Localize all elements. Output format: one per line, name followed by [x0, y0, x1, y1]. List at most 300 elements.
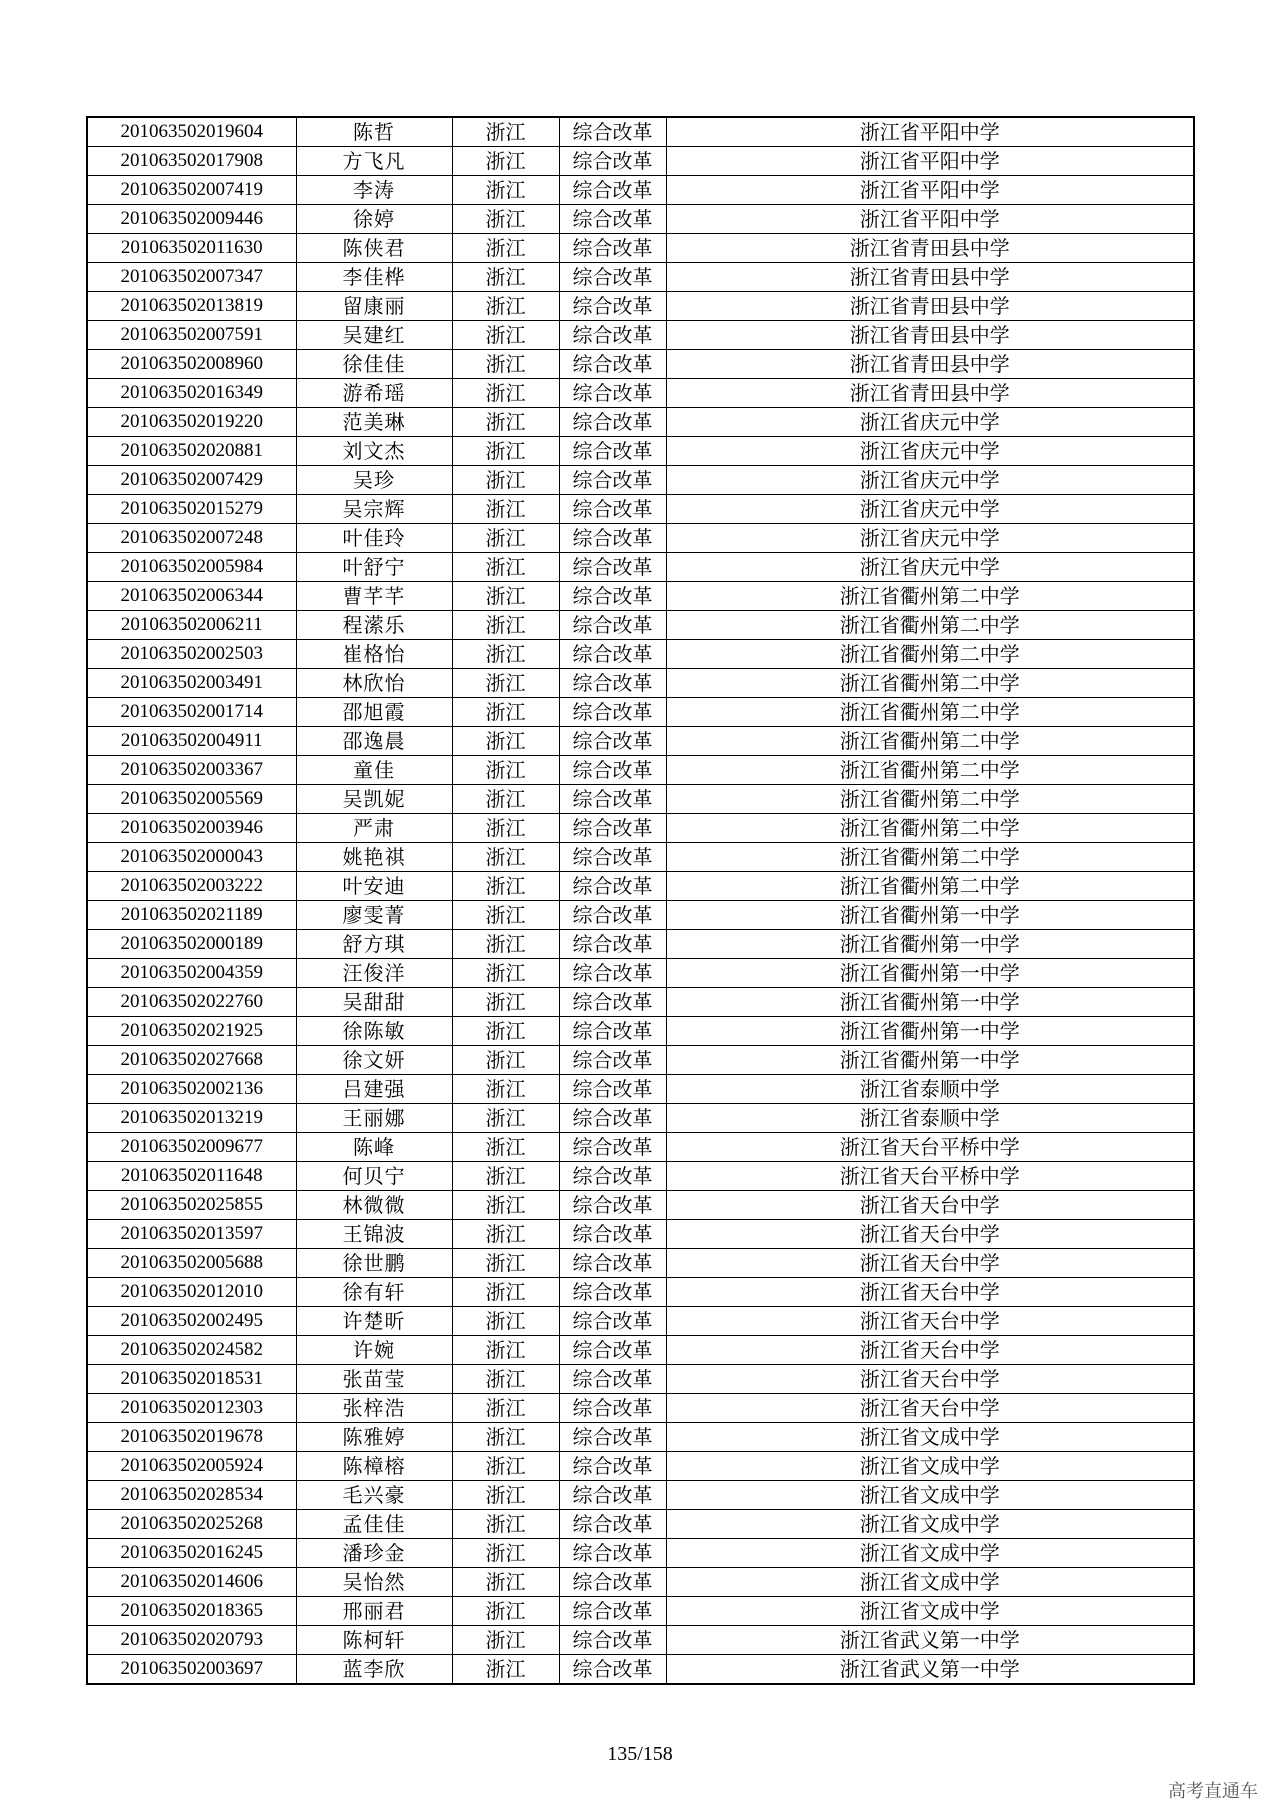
student-name-cell: 陈侠君 [296, 234, 452, 263]
province-cell: 浙江 [452, 234, 559, 263]
program-type-cell: 综合改革 [559, 205, 666, 234]
province-cell: 浙江 [452, 437, 559, 466]
province-cell: 浙江 [452, 1510, 559, 1539]
student-name-cell: 叶舒宁 [296, 553, 452, 582]
school-cell: 浙江省天台中学 [666, 1220, 1194, 1249]
school-cell: 浙江省青田县中学 [666, 292, 1194, 321]
exam-id-cell: 201063502008960 [87, 350, 296, 379]
student-name-cell: 邢丽君 [296, 1597, 452, 1626]
province-cell: 浙江 [452, 640, 559, 669]
province-cell: 浙江 [452, 1452, 559, 1481]
program-type-cell: 综合改革 [559, 756, 666, 785]
program-type-cell: 综合改革 [559, 1597, 666, 1626]
table-row [87, 901, 1194, 930]
school-cell: 浙江省衢州第一中学 [666, 901, 1194, 930]
exam-id-cell: 201063502006211 [87, 611, 296, 640]
exam-id-cell: 201063502012303 [87, 1394, 296, 1423]
exam-id-cell: 201063502005688 [87, 1249, 296, 1278]
program-type-cell: 综合改革 [559, 379, 666, 408]
student-name-cell: 徐有轩 [296, 1278, 452, 1307]
province-cell: 浙江 [452, 321, 559, 350]
program-type-cell: 综合改革 [559, 1249, 666, 1278]
school-cell: 浙江省衢州第一中学 [666, 1046, 1194, 1075]
program-type-cell: 综合改革 [559, 466, 666, 495]
student-name-cell: 叶安迪 [296, 872, 452, 901]
student-name-cell: 张梓浩 [296, 1394, 452, 1423]
province-cell: 浙江 [452, 1046, 559, 1075]
table-row [87, 117, 1194, 147]
exam-id-cell: 201063502018365 [87, 1597, 296, 1626]
exam-id-cell: 201063502004911 [87, 727, 296, 756]
exam-id-cell: 201063502011630 [87, 234, 296, 263]
table-row [87, 495, 1194, 524]
exam-id-cell: 201063502007347 [87, 263, 296, 292]
program-type-cell: 综合改革 [559, 1452, 666, 1481]
program-type-cell: 综合改革 [559, 988, 666, 1017]
exam-id-cell: 201063502000189 [87, 930, 296, 959]
province-cell: 浙江 [452, 1133, 559, 1162]
student-name-cell: 吴怡然 [296, 1568, 452, 1597]
exam-id-cell: 201063502000043 [87, 843, 296, 872]
program-type-cell: 综合改革 [559, 1626, 666, 1655]
student-name-cell: 范美琳 [296, 408, 452, 437]
student-name-cell: 吴宗辉 [296, 495, 452, 524]
program-type-cell: 综合改革 [559, 901, 666, 930]
exam-id-cell: 201063502025268 [87, 1510, 296, 1539]
student-name-cell: 姚艳祺 [296, 843, 452, 872]
table-row [87, 263, 1194, 292]
exam-id-cell: 201063502006344 [87, 582, 296, 611]
program-type-cell: 综合改革 [559, 1191, 666, 1220]
program-type-cell: 综合改革 [559, 872, 666, 901]
province-cell: 浙江 [452, 1075, 559, 1104]
table-row [87, 379, 1194, 408]
school-cell: 浙江省衢州第二中学 [666, 843, 1194, 872]
student-name-cell: 邵旭霞 [296, 698, 452, 727]
exam-id-cell: 201063502014606 [87, 1568, 296, 1597]
roster-table-body [87, 117, 1194, 1684]
program-type-cell: 综合改革 [559, 553, 666, 582]
program-type-cell: 综合改革 [559, 727, 666, 756]
table-row [87, 408, 1194, 437]
exam-id-cell: 201063502019678 [87, 1423, 296, 1452]
table-row [87, 524, 1194, 553]
program-type-cell: 综合改革 [559, 1307, 666, 1336]
student-name-cell: 廖雯菁 [296, 901, 452, 930]
school-cell: 浙江省庆元中学 [666, 408, 1194, 437]
province-cell: 浙江 [452, 1423, 559, 1452]
student-name-cell: 林微微 [296, 1191, 452, 1220]
school-cell: 浙江省青田县中学 [666, 263, 1194, 292]
school-cell: 浙江省文成中学 [666, 1423, 1194, 1452]
student-name-cell: 林欣怡 [296, 669, 452, 698]
table-row [87, 930, 1194, 959]
program-type-cell: 综合改革 [559, 1365, 666, 1394]
student-name-cell: 吴建红 [296, 321, 452, 350]
exam-id-cell: 201063502001714 [87, 698, 296, 727]
student-name-cell: 徐婷 [296, 205, 452, 234]
table-row [87, 698, 1194, 727]
program-type-cell: 综合改革 [559, 785, 666, 814]
school-cell: 浙江省天台中学 [666, 1278, 1194, 1307]
student-name-cell: 毛兴豪 [296, 1481, 452, 1510]
school-cell: 浙江省天台中学 [666, 1307, 1194, 1336]
program-type-cell: 综合改革 [559, 1568, 666, 1597]
exam-id-cell: 201063502017908 [87, 147, 296, 176]
table-row [87, 1655, 1194, 1685]
school-cell: 浙江省衢州第二中学 [666, 872, 1194, 901]
school-cell: 浙江省衢州第二中学 [666, 785, 1194, 814]
exam-id-cell: 201063502003946 [87, 814, 296, 843]
school-cell: 浙江省衢州第二中学 [666, 727, 1194, 756]
student-name-cell: 邵逸晨 [296, 727, 452, 756]
exam-id-cell: 201063502016349 [87, 379, 296, 408]
program-type-cell: 综合改革 [559, 117, 666, 147]
student-name-cell: 许楚昕 [296, 1307, 452, 1336]
program-type-cell: 综合改革 [559, 1510, 666, 1539]
exam-id-cell: 201063502019220 [87, 408, 296, 437]
exam-id-cell: 201063502022760 [87, 988, 296, 1017]
program-type-cell: 综合改革 [559, 1075, 666, 1104]
table-row [87, 1017, 1194, 1046]
program-type-cell: 综合改革 [559, 814, 666, 843]
school-cell: 浙江省庆元中学 [666, 524, 1194, 553]
student-name-cell: 蓝李欣 [296, 1655, 452, 1685]
province-cell: 浙江 [452, 988, 559, 1017]
student-name-cell: 李涛 [296, 176, 452, 205]
province-cell: 浙江 [452, 1539, 559, 1568]
table-row [87, 1568, 1194, 1597]
province-cell: 浙江 [452, 930, 559, 959]
school-cell: 浙江省庆元中学 [666, 553, 1194, 582]
exam-id-cell: 201063502007591 [87, 321, 296, 350]
school-cell: 浙江省文成中学 [666, 1510, 1194, 1539]
school-cell: 浙江省文成中学 [666, 1452, 1194, 1481]
program-type-cell: 综合改革 [559, 350, 666, 379]
program-type-cell: 综合改革 [559, 1394, 666, 1423]
table-row [87, 205, 1194, 234]
program-type-cell: 综合改革 [559, 611, 666, 640]
program-type-cell: 综合改革 [559, 1423, 666, 1452]
table-row [87, 640, 1194, 669]
student-name-cell: 汪俊洋 [296, 959, 452, 988]
program-type-cell: 综合改革 [559, 147, 666, 176]
school-cell: 浙江省泰顺中学 [666, 1075, 1194, 1104]
province-cell: 浙江 [452, 1104, 559, 1133]
program-type-cell: 综合改革 [559, 1017, 666, 1046]
school-cell: 浙江省文成中学 [666, 1539, 1194, 1568]
table-row [87, 437, 1194, 466]
exam-id-cell: 201063502013819 [87, 292, 296, 321]
table-row [87, 1307, 1194, 1336]
school-cell: 浙江省庆元中学 [666, 437, 1194, 466]
exam-id-cell: 201063502003367 [87, 756, 296, 785]
student-name-cell: 严肃 [296, 814, 452, 843]
table-row [87, 553, 1194, 582]
program-type-cell: 综合改革 [559, 176, 666, 205]
program-type-cell: 综合改革 [559, 1162, 666, 1191]
program-type-cell: 综合改革 [559, 437, 666, 466]
student-name-cell: 陈樟榕 [296, 1452, 452, 1481]
exam-id-cell: 201063502021925 [87, 1017, 296, 1046]
school-cell: 浙江省衢州第二中学 [666, 756, 1194, 785]
exam-id-cell: 201063502015279 [87, 495, 296, 524]
table-row [87, 1046, 1194, 1075]
student-name-cell: 吴凯妮 [296, 785, 452, 814]
province-cell: 浙江 [452, 1191, 559, 1220]
program-type-cell: 综合改革 [559, 843, 666, 872]
exam-id-cell: 201063502003222 [87, 872, 296, 901]
province-cell: 浙江 [452, 1481, 559, 1510]
exam-id-cell: 201063502012010 [87, 1278, 296, 1307]
table-row [87, 1452, 1194, 1481]
program-type-cell: 综合改革 [559, 1336, 666, 1365]
table-row [87, 1394, 1194, 1423]
school-cell: 浙江省青田县中学 [666, 321, 1194, 350]
province-cell: 浙江 [452, 350, 559, 379]
student-name-cell: 吴甜甜 [296, 988, 452, 1017]
exam-id-cell: 201063502007429 [87, 466, 296, 495]
table-row [87, 988, 1194, 1017]
province-cell: 浙江 [452, 843, 559, 872]
table-row [87, 1133, 1194, 1162]
table-row [87, 466, 1194, 495]
student-name-cell: 程潆乐 [296, 611, 452, 640]
exam-id-cell: 201063502002503 [87, 640, 296, 669]
province-cell: 浙江 [452, 611, 559, 640]
student-name-cell: 舒方琪 [296, 930, 452, 959]
province-cell: 浙江 [452, 205, 559, 234]
table-row [87, 1365, 1194, 1394]
province-cell: 浙江 [452, 117, 559, 147]
school-cell: 浙江省衢州第二中学 [666, 669, 1194, 698]
province-cell: 浙江 [452, 1249, 559, 1278]
school-cell: 浙江省天台平桥中学 [666, 1133, 1194, 1162]
program-type-cell: 综合改革 [559, 524, 666, 553]
exam-id-cell: 201063502009446 [87, 205, 296, 234]
table-row [87, 727, 1194, 756]
program-type-cell: 综合改革 [559, 408, 666, 437]
student-name-cell: 吕建强 [296, 1075, 452, 1104]
exam-id-cell: 201063502003491 [87, 669, 296, 698]
school-cell: 浙江省衢州第二中学 [666, 611, 1194, 640]
student-name-cell: 李佳桦 [296, 263, 452, 292]
province-cell: 浙江 [452, 1597, 559, 1626]
program-type-cell: 综合改革 [559, 1655, 666, 1685]
province-cell: 浙江 [452, 814, 559, 843]
table-row [87, 1626, 1194, 1655]
exam-id-cell: 201063502016245 [87, 1539, 296, 1568]
exam-id-cell: 201063502007419 [87, 176, 296, 205]
province-cell: 浙江 [452, 263, 559, 292]
student-name-cell: 徐陈敏 [296, 1017, 452, 1046]
student-name-cell: 留康丽 [296, 292, 452, 321]
table-row [87, 1539, 1194, 1568]
province-cell: 浙江 [452, 785, 559, 814]
student-name-cell: 徐世鹏 [296, 1249, 452, 1278]
student-name-cell: 王丽娜 [296, 1104, 452, 1133]
table-row [87, 1278, 1194, 1307]
student-name-cell: 陈哲 [296, 117, 452, 147]
program-type-cell: 综合改革 [559, 292, 666, 321]
school-cell: 浙江省衢州第二中学 [666, 582, 1194, 611]
province-cell: 浙江 [452, 379, 559, 408]
province-cell: 浙江 [452, 1220, 559, 1249]
school-cell: 浙江省衢州第二中学 [666, 814, 1194, 843]
province-cell: 浙江 [452, 872, 559, 901]
province-cell: 浙江 [452, 524, 559, 553]
school-cell: 浙江省平阳中学 [666, 147, 1194, 176]
province-cell: 浙江 [452, 698, 559, 727]
school-cell: 浙江省文成中学 [666, 1481, 1194, 1510]
province-cell: 浙江 [452, 1017, 559, 1046]
school-cell: 浙江省平阳中学 [666, 117, 1194, 147]
student-name-cell: 崔格怡 [296, 640, 452, 669]
province-cell: 浙江 [452, 495, 559, 524]
school-cell: 浙江省青田县中学 [666, 379, 1194, 408]
table-row [87, 1336, 1194, 1365]
table-row [87, 1249, 1194, 1278]
program-type-cell: 综合改革 [559, 495, 666, 524]
school-cell: 浙江省衢州第一中学 [666, 1017, 1194, 1046]
student-name-cell: 吴珍 [296, 466, 452, 495]
student-name-cell: 孟佳佳 [296, 1510, 452, 1539]
table-row [87, 872, 1194, 901]
school-cell: 浙江省衢州第一中学 [666, 959, 1194, 988]
exam-id-cell: 201063502021189 [87, 901, 296, 930]
province-cell: 浙江 [452, 901, 559, 930]
exam-id-cell: 201063502028534 [87, 1481, 296, 1510]
table-row [87, 611, 1194, 640]
table-row [87, 234, 1194, 263]
program-type-cell: 综合改革 [559, 1046, 666, 1075]
province-cell: 浙江 [452, 292, 559, 321]
table-row [87, 1220, 1194, 1249]
exam-id-cell: 201063502013597 [87, 1220, 296, 1249]
school-cell: 浙江省天台中学 [666, 1365, 1194, 1394]
student-name-cell: 曹芊芊 [296, 582, 452, 611]
school-cell: 浙江省平阳中学 [666, 205, 1194, 234]
province-cell: 浙江 [452, 176, 559, 205]
exam-id-cell: 201063502005569 [87, 785, 296, 814]
province-cell: 浙江 [452, 1162, 559, 1191]
exam-id-cell: 201063502003697 [87, 1655, 296, 1685]
program-type-cell: 综合改革 [559, 1133, 666, 1162]
exam-id-cell: 201063502002495 [87, 1307, 296, 1336]
student-name-cell: 王锦波 [296, 1220, 452, 1249]
table-row [87, 292, 1194, 321]
province-cell: 浙江 [452, 959, 559, 988]
exam-id-cell: 201063502025855 [87, 1191, 296, 1220]
exam-id-cell: 201063502020881 [87, 437, 296, 466]
table-row [87, 1481, 1194, 1510]
school-cell: 浙江省青田县中学 [666, 350, 1194, 379]
exam-id-cell: 201063502018531 [87, 1365, 296, 1394]
province-cell: 浙江 [452, 727, 559, 756]
table-row [87, 785, 1194, 814]
student-name-cell: 陈雅婷 [296, 1423, 452, 1452]
school-cell: 浙江省天台中学 [666, 1191, 1194, 1220]
student-name-cell: 何贝宁 [296, 1162, 452, 1191]
student-name-cell: 童佳 [296, 756, 452, 785]
province-cell: 浙江 [452, 466, 559, 495]
table-row [87, 1162, 1194, 1191]
student-name-cell: 徐佳佳 [296, 350, 452, 379]
school-cell: 浙江省衢州第一中学 [666, 988, 1194, 1017]
exam-id-cell: 201063502019604 [87, 117, 296, 147]
exam-id-cell: 201063502011648 [87, 1162, 296, 1191]
exam-id-cell: 201063502007248 [87, 524, 296, 553]
table-row [87, 321, 1194, 350]
table-row [87, 959, 1194, 988]
student-name-cell: 徐文妍 [296, 1046, 452, 1075]
school-cell: 浙江省庆元中学 [666, 495, 1194, 524]
province-cell: 浙江 [452, 1365, 559, 1394]
province-cell: 浙江 [452, 1336, 559, 1365]
province-cell: 浙江 [452, 1278, 559, 1307]
province-cell: 浙江 [452, 1568, 559, 1597]
program-type-cell: 综合改革 [559, 234, 666, 263]
table-row [87, 814, 1194, 843]
school-cell: 浙江省青田县中学 [666, 234, 1194, 263]
school-cell: 浙江省天台中学 [666, 1249, 1194, 1278]
exam-id-cell: 201063502004359 [87, 959, 296, 988]
student-name-cell: 陈峰 [296, 1133, 452, 1162]
province-cell: 浙江 [452, 582, 559, 611]
program-type-cell: 综合改革 [559, 669, 666, 698]
program-type-cell: 综合改革 [559, 640, 666, 669]
province-cell: 浙江 [452, 1307, 559, 1336]
school-cell: 浙江省武义第一中学 [666, 1655, 1194, 1685]
exam-id-cell: 201063502005984 [87, 553, 296, 582]
student-name-cell: 陈柯轩 [296, 1626, 452, 1655]
school-cell: 浙江省天台平桥中学 [666, 1162, 1194, 1191]
program-type-cell: 综合改革 [559, 582, 666, 611]
table-row [87, 350, 1194, 379]
table-row [87, 1423, 1194, 1452]
table-row [87, 1597, 1194, 1626]
table-row [87, 1510, 1194, 1539]
table-row [87, 1104, 1194, 1133]
school-cell: 浙江省武义第一中学 [666, 1626, 1194, 1655]
exam-id-cell: 201063502009677 [87, 1133, 296, 1162]
program-type-cell: 综合改革 [559, 1539, 666, 1568]
school-cell: 浙江省衢州第二中学 [666, 640, 1194, 669]
program-type-cell: 综合改革 [559, 1278, 666, 1307]
table-row [87, 669, 1194, 698]
program-type-cell: 综合改革 [559, 321, 666, 350]
program-type-cell: 综合改革 [559, 263, 666, 292]
student-name-cell: 潘珍金 [296, 1539, 452, 1568]
roster-table [86, 116, 1195, 1685]
school-cell: 浙江省泰顺中学 [666, 1104, 1194, 1133]
program-type-cell: 综合改革 [559, 1104, 666, 1133]
school-cell: 浙江省衢州第二中学 [666, 698, 1194, 727]
table-row [87, 176, 1194, 205]
program-type-cell: 综合改革 [559, 698, 666, 727]
table-row [87, 147, 1194, 176]
watermark-text: 高考直通车 [1168, 1781, 1258, 1802]
province-cell: 浙江 [452, 1626, 559, 1655]
exam-id-cell: 201063502002136 [87, 1075, 296, 1104]
school-cell: 浙江省天台中学 [666, 1394, 1194, 1423]
province-cell: 浙江 [452, 147, 559, 176]
student-name-cell: 叶佳玲 [296, 524, 452, 553]
province-cell: 浙江 [452, 669, 559, 698]
school-cell: 浙江省平阳中学 [666, 176, 1194, 205]
table-row [87, 1191, 1194, 1220]
table-row [87, 1075, 1194, 1104]
